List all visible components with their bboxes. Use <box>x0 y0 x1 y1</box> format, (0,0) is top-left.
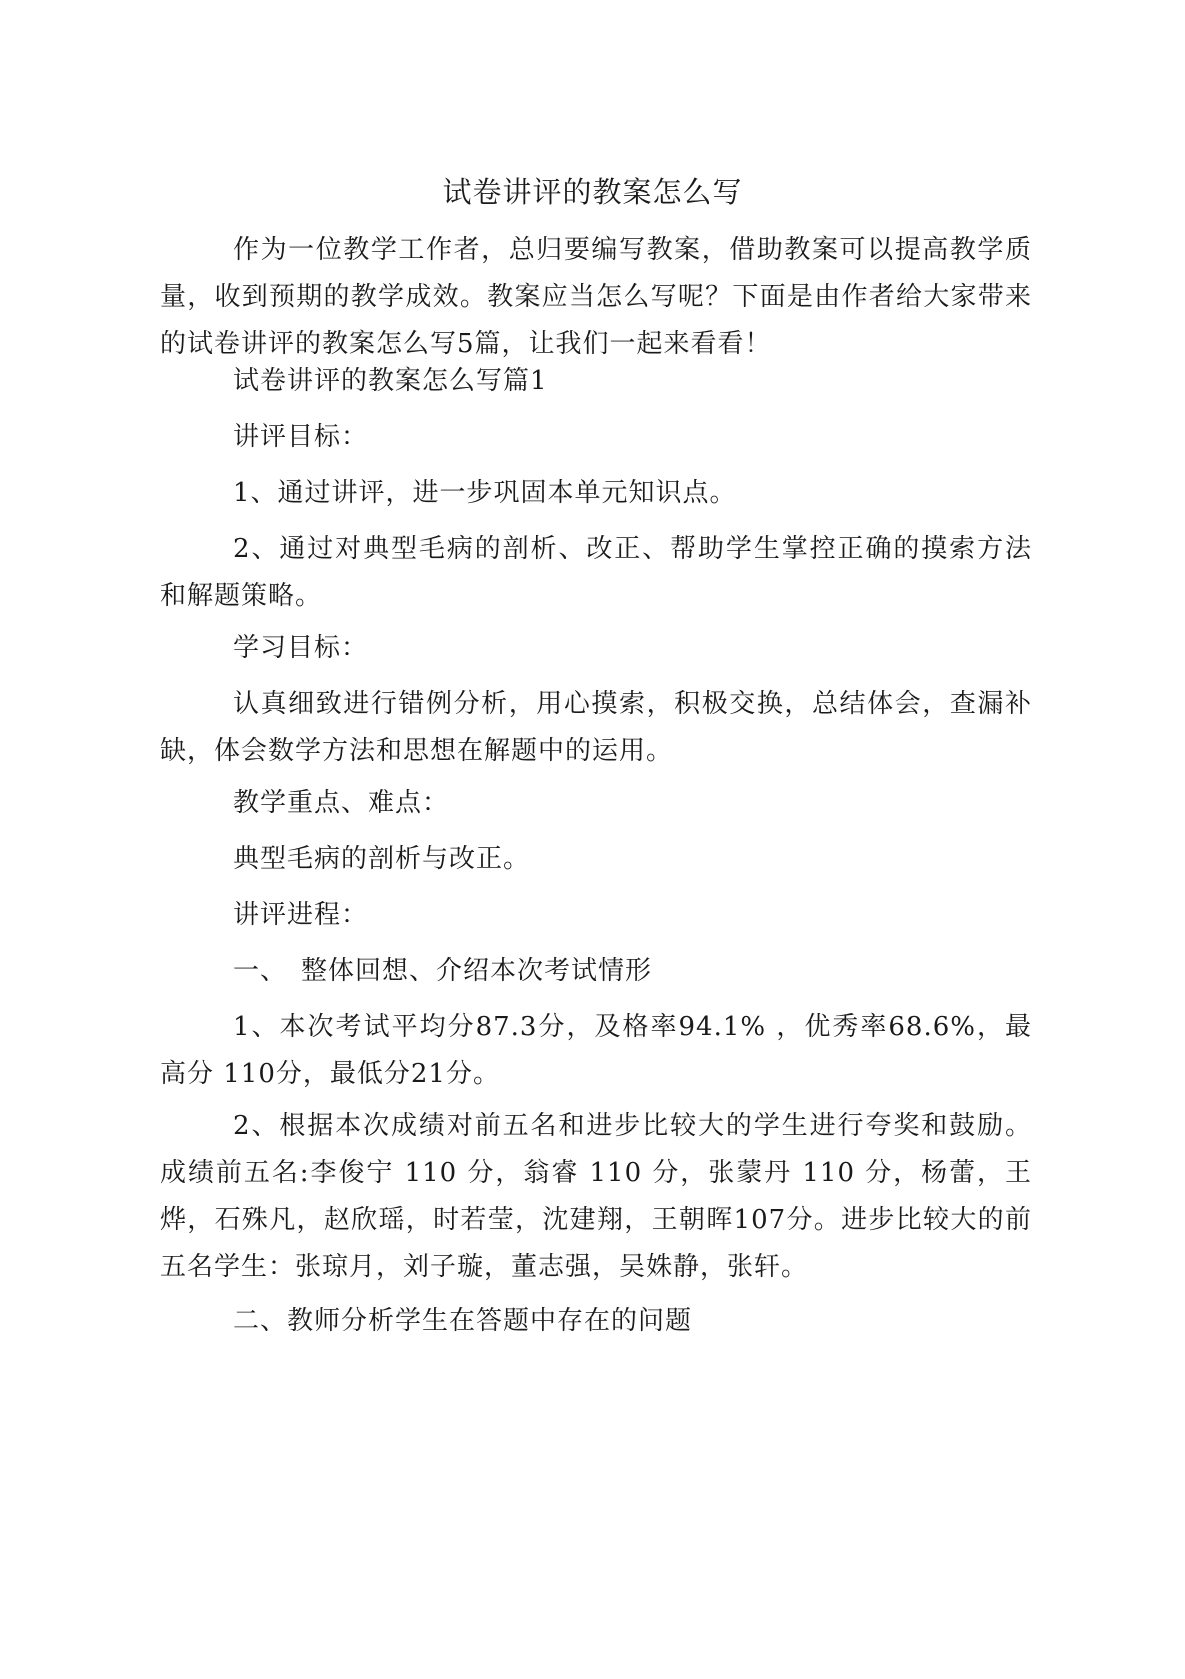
heading-review-process: 讲评进程： <box>233 900 369 930</box>
review-goal-1: 1、通过讲评，进一步巩固本单元知识点。 <box>233 478 737 508</box>
section-heading-part-1: 试卷讲评的教案怎么写篇1 <box>233 366 548 396</box>
process-step-1-heading: 一、 整体回想、介绍本次考试情形 <box>233 956 653 986</box>
heading-review-goals: 讲评目标： <box>233 422 369 452</box>
document-title: 试卷讲评的教案怎么写 <box>442 175 743 209</box>
review-goal-2: 2、通过对典型毛病的剖析、改正、帮助学生掌控正确的摸索方法和解题策略。 <box>160 534 1032 611</box>
heading-learning-goals: 学习目标： <box>233 633 369 663</box>
learning-goals-text: 认真细致进行错例分析，用心摸索，积极交换，总结体会，查漏补缺，体会数学方法和思想在解题中的运用。 <box>160 689 1032 766</box>
exam-statistics: 1、本次考试平均分87.3分，及格率94.1% ，优秀率68.6%，最高分 110分，最低分21分。 <box>160 1012 1032 1089</box>
process-step-2-heading: 二、教师分析学生在答题中存在的问题 <box>233 1306 693 1336</box>
top-students-praise: 2、根据本次成绩对前五名和进步比较大的学生进行夸奖和鼓励。成绩前五名:李俊宁 110 分，翁睿 110 分，张蒙丹 110 分，杨蕾，王烨，石殊凡，赵欣瑶，时若莹，沈建翔，王朝晖107分。进步比较大的前五名学生：张琼月，刘子璇，董志强，吴姝静，张轩。 <box>160 1111 1032 1282</box>
intro-paragraph: 作为一位教学工作者，总归要编写教案，借助教案可以提高教学质量，收到预期的教学成效。教案应当怎么写呢？下面是由作者给大家带来的试卷讲评的教案怎么写5篇，让我们一起来看看！ <box>160 235 1032 359</box>
heading-key-points: 教学重点、难点： <box>233 788 450 818</box>
key-points-text: 典型毛病的剖析与改正。 <box>233 844 531 874</box>
